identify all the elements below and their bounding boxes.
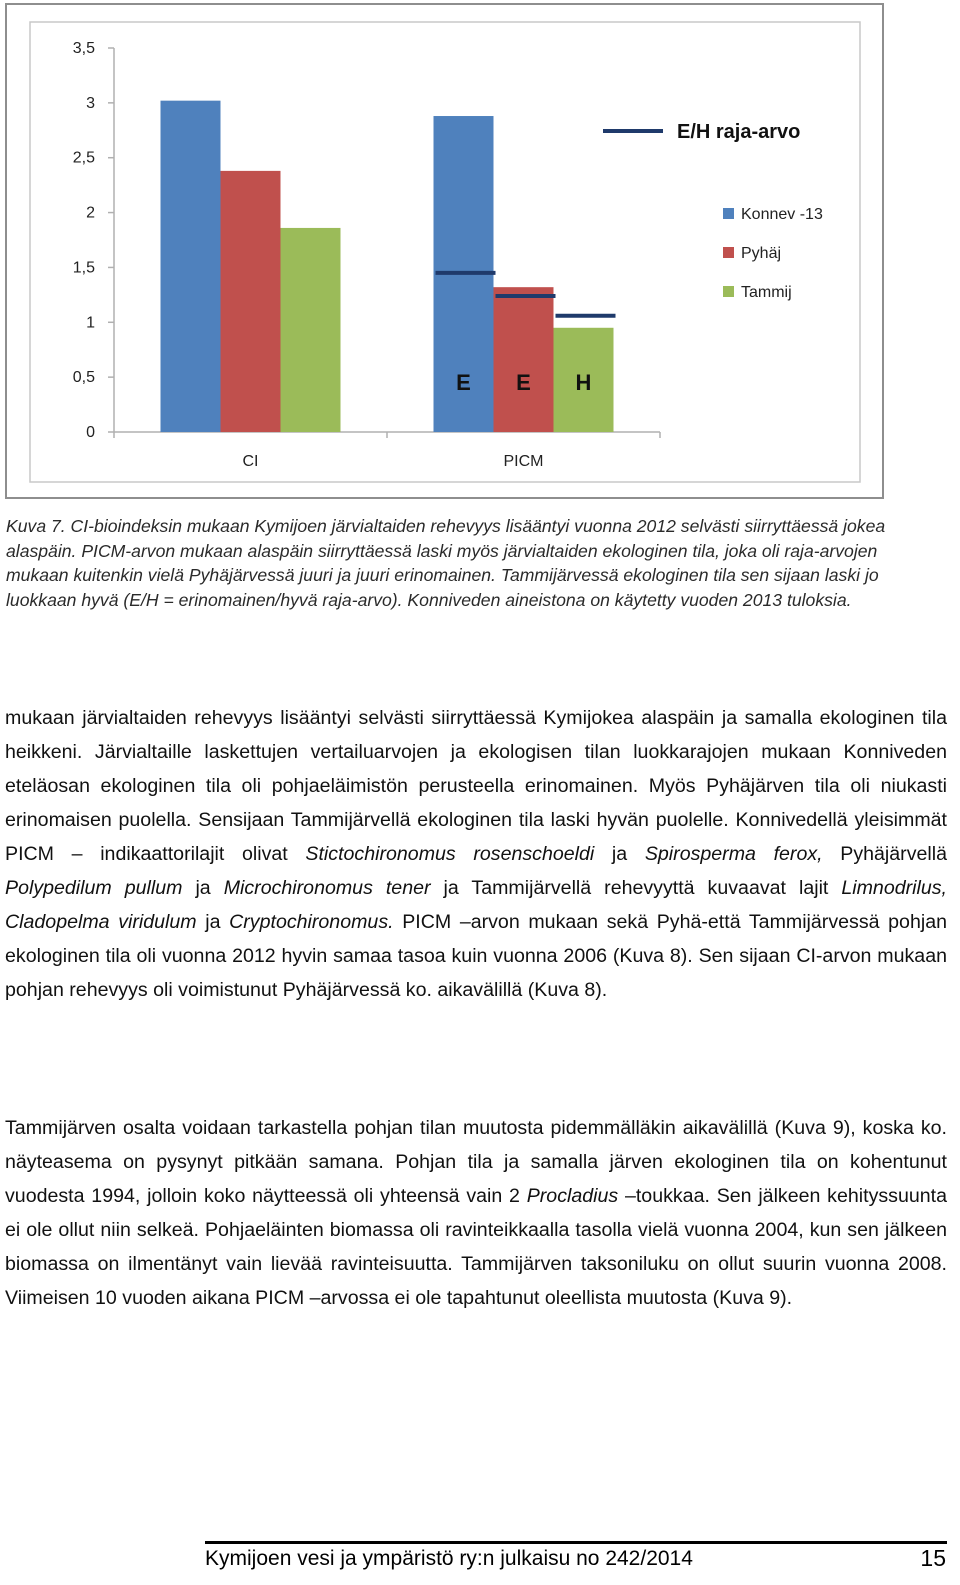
text-run: ja Tammijärvellä rehevyyttä kuvaavat lajit xyxy=(430,877,842,899)
body-paragraph-1 xyxy=(5,701,947,1007)
page-number: 15 xyxy=(920,1545,946,1571)
species-name: Cryptochironomus. xyxy=(229,911,394,933)
species-name: Stictochironomus rosenschoeldi xyxy=(305,843,595,865)
y-tick-label: 3 xyxy=(86,94,95,112)
threshold-legend-label: E/H raja-arvo xyxy=(677,121,801,143)
text-run: ja xyxy=(594,843,645,865)
y-tick-label: 3,5 xyxy=(72,40,95,57)
bar xyxy=(281,228,341,432)
species-name: Microchironomus tener xyxy=(223,877,431,899)
legend-label: Pyhäj xyxy=(741,245,782,262)
footer-rule xyxy=(205,1541,947,1544)
y-tick-label: 1,5 xyxy=(72,259,95,277)
figure-caption: Kuva 7. CI-bioindeksin mukaan Kymijoen järvialtaiden rehevyys lisääntyi vuonna 2012 selvästi siirryttäessä jokea alaspäin. PICM-arvon mukaan alaspäin siirryttäessä laski myös järvialtaiden ekologinen tila, joka oli raja-arvojen mukaan kuitenkin vielä Pyhäjärvessä juuri ja juuri erinomainen. Tammijärvessä ekologinen tila sen sijaan laski jo luokkaan hyvä (E/H = erinomainen/hyvä raja-arvo). Konniveden aineistona on käytetty vuoden 2013 tuloksia. xyxy=(6,516,886,610)
bar-chart xyxy=(5,3,890,500)
y-tick-label: 2 xyxy=(86,204,95,222)
class-label: H xyxy=(575,370,592,395)
text-run: Pyhäjärvellä xyxy=(822,843,947,865)
class-label: E xyxy=(516,370,531,395)
y-tick-label: 2,5 xyxy=(72,149,95,167)
text-run: ja xyxy=(196,911,230,933)
y-tick-label: 0,5 xyxy=(72,369,95,387)
legend-label: Konnev -13 xyxy=(741,206,823,223)
bar xyxy=(494,287,554,432)
footer-publication: Kymijoen vesi ja ympäristö ry:n julkaisu no 242/2014 xyxy=(205,1547,693,1570)
species-name: Procladius xyxy=(526,1185,619,1207)
legend-swatch xyxy=(723,208,734,219)
x-tick-label: CI xyxy=(242,453,259,470)
species-name: Polypedilum pullum xyxy=(5,877,183,899)
x-tick-label: PICM xyxy=(503,453,544,470)
legend-label: Tammij xyxy=(741,284,792,301)
y-tick-label: 1 xyxy=(86,314,95,332)
species-name: Spirosperma ferox, xyxy=(644,843,823,865)
y-tick-label: 0 xyxy=(86,424,95,441)
bar xyxy=(221,171,281,432)
legend-swatch xyxy=(723,286,734,297)
bar xyxy=(161,101,221,432)
class-label: E xyxy=(456,370,471,395)
text-run: –toukkaa. Sen jälkeen kehityssuunta ei ole ollut niin selkeä. Pohjaeläinten biomassa oli ravinteikkaalla tasolla vielä vuonna 2004, kun sen jälkeen biomassa on ilmentänyt vain lievää ravinteisuutta. Tammijärven taksoniluku on ollut suurin vuonna 2008. Viimeisen 10 vuoden aikana PICM –arvossa ei ole tapahtunut oleellista muutosta (Kuva 9). xyxy=(5,1185,947,1309)
legend-swatch xyxy=(723,247,734,258)
chart-figure xyxy=(5,3,890,500)
text-run: Tammijärven osalta voidaan tarkastella pohjan tilan muutosta pidemmälläkin aikavälillä (Kuva 9), koska ko. näyteasema on pysynyt pitkään samana. Pohjan tila ja samalla järven ekologinen tila on kohentunut vuodesta 1994, jolloin koko näytteessä oli yhteensä vain 2 xyxy=(5,1117,947,1207)
species-name: Limnodrilus, Cladopelma viridulum xyxy=(5,877,947,933)
text-run: ja xyxy=(182,877,224,899)
text-run: PICM –arvon mukaan sekä Pyhä-että Tammijärvessä pohjan ekologinen tila oli vuonna 2012 hyvin samaa tasoa kuin vuonna 2006 (Kuva 8). Sen sijaan CI-arvon mukaan pohjan rehevyys oli voimistunut Pyhäjärvessä ko. aikavälillä (Kuva 8). xyxy=(5,911,947,1001)
body-paragraph-2 xyxy=(5,1111,947,1315)
text-run: mukaan järvialtaiden rehevyys lisääntyi selvästi siirryttäessä Kymijokea alaspäin ja samalla ekologinen tila heikkeni. Järvialtaille laskettujen vertailuarvojen ja ekologisen tilan luokkarajojen mukaan Konniveden eteläosan ekologinen tila oli pohjaeläimistön perusteella erinomainen. Myös Pyhäjärven tila oli niukasti erinomaisen puolella. Sensijaan Tammijärvellä ekologinen tila laski hyvän puolelle. Konnivedellä yleisimmät PICM – indikaattorilajit olivat xyxy=(5,707,947,865)
